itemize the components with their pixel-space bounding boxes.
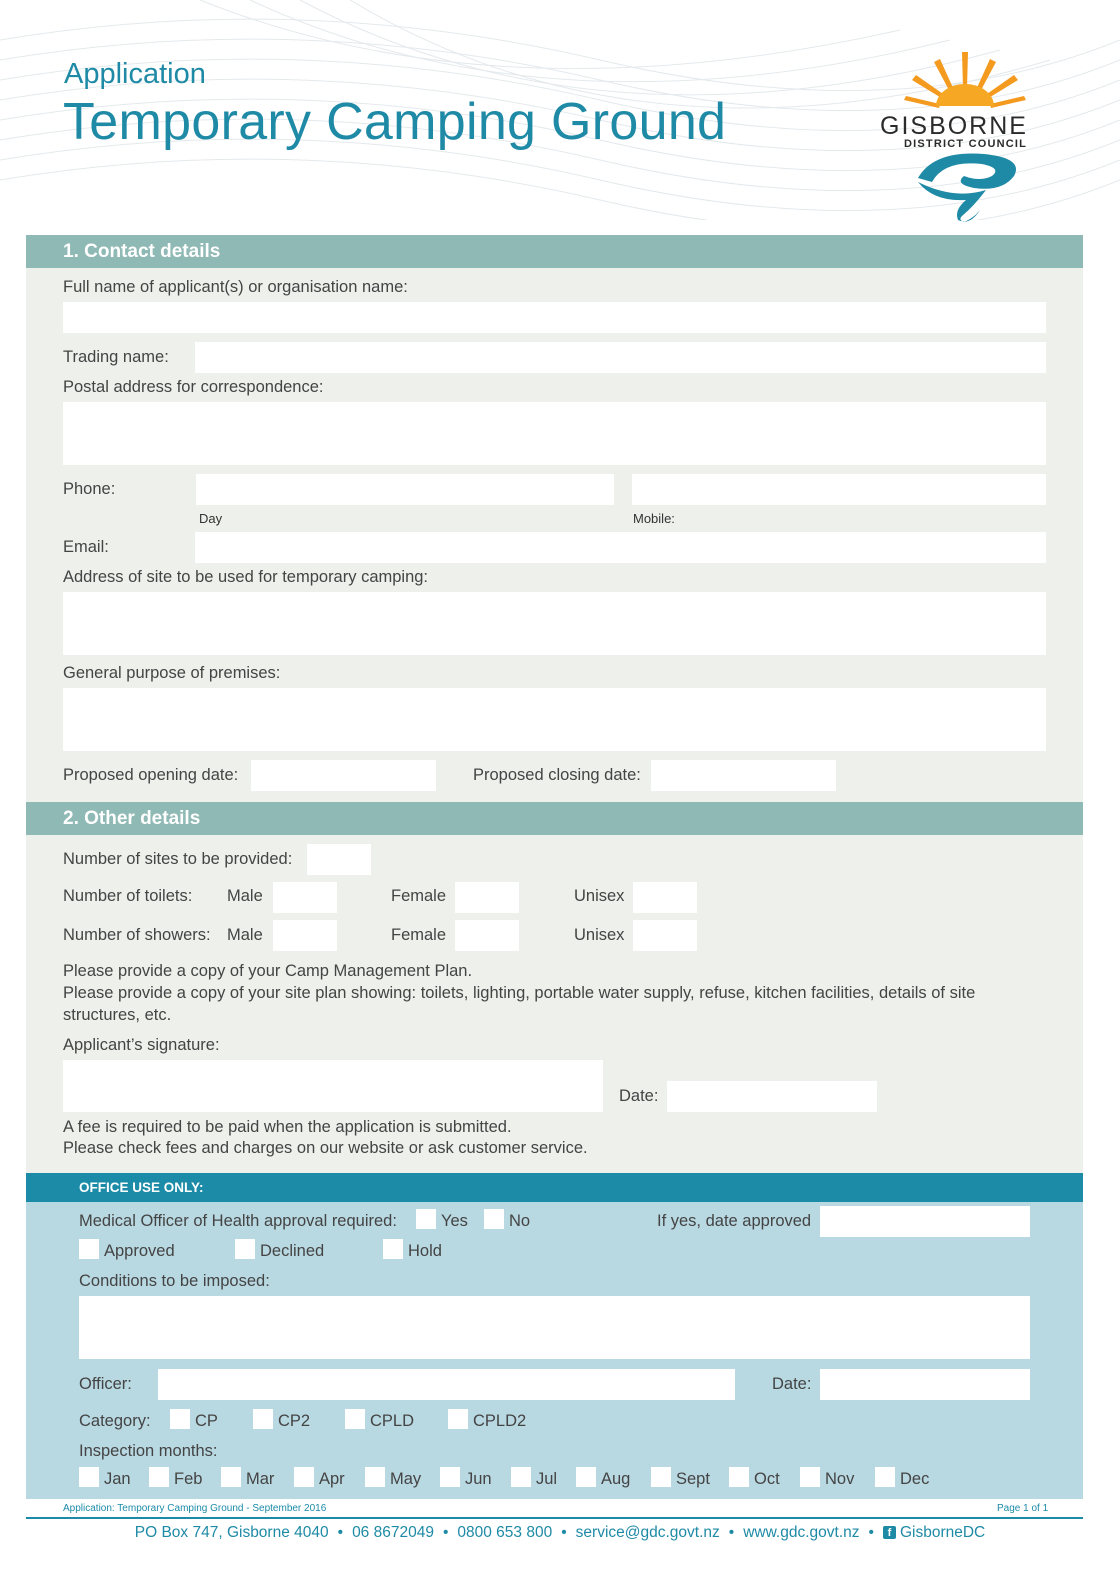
document-title: Temporary Camping Ground (63, 93, 727, 151)
month-jun-checkbox[interactable] (440, 1467, 460, 1487)
postal-address-field[interactable] (63, 402, 1046, 465)
footer-phone[interactable]: 06 8672049 (352, 1524, 434, 1541)
category-cpld2-checkbox[interactable] (448, 1409, 468, 1429)
month-apr-checkbox[interactable] (294, 1467, 314, 1487)
conditions-label: Conditions to be imposed: (79, 1272, 270, 1290)
month-jan-checkbox[interactable] (79, 1467, 99, 1487)
fee-check-note: Please check fees and charges on our website or ask customer service. (63, 1139, 588, 1157)
footer-divider (26, 1517, 1083, 1519)
category-cpld2-label: CPLD2 (473, 1412, 527, 1430)
purpose-field[interactable] (63, 688, 1046, 751)
month-sept-label: Sept (676, 1470, 710, 1488)
moh-no-checkbox[interactable] (484, 1209, 504, 1229)
conditions-field[interactable] (79, 1296, 1030, 1359)
camp-plan-note: Please provide a copy of your Camp Management Plan. (63, 962, 473, 980)
showers-unisex-label: Unisex (574, 926, 625, 944)
toilets-male-field[interactable] (273, 882, 337, 913)
document-subtitle: Application (64, 58, 206, 90)
month-may-label: May (390, 1470, 422, 1488)
facebook-icon: f (883, 1526, 896, 1539)
month-nov-checkbox[interactable] (800, 1467, 820, 1487)
opening-date-label: Proposed opening date: (63, 766, 239, 784)
purpose-label: General purpose of premises: (63, 664, 281, 682)
category-cpld-label: CPLD (370, 1412, 415, 1430)
date-approved-field[interactable] (820, 1206, 1030, 1237)
toilets-male-label: Male (227, 887, 263, 905)
toilets-female-label: Female (391, 887, 447, 905)
signature-label: Applicant’s signature: (63, 1036, 220, 1054)
month-apr-label: Apr (319, 1470, 345, 1488)
month-aug-label: Aug (601, 1470, 631, 1488)
category-cpld-checkbox[interactable] (345, 1409, 365, 1429)
month-jul-label: Jul (536, 1470, 558, 1488)
moh-approval-label: Medical Officer of Health approval required: (79, 1212, 397, 1230)
showers-male-field[interactable] (273, 920, 337, 951)
footer-facebook-link[interactable]: GisborneDC (899, 1524, 986, 1541)
phone-mobile-field[interactable] (632, 474, 1046, 505)
logo-wordmark: GISBORNE (880, 112, 1028, 140)
moh-yes-label: Yes (441, 1212, 468, 1230)
date-approved-label: If yes, date approved (657, 1212, 812, 1230)
month-aug-checkbox[interactable] (576, 1467, 596, 1487)
month-jun-label: Jun (465, 1470, 492, 1488)
category-cp-checkbox[interactable] (170, 1409, 190, 1429)
signature-date-field[interactable] (667, 1081, 877, 1112)
month-jan-label: Jan (104, 1470, 131, 1488)
logo-subtitle: DISTRICT COUNCIL (904, 138, 1028, 150)
trading-name-field[interactable] (195, 342, 1046, 373)
showers-female-field[interactable] (455, 920, 519, 951)
month-jul-checkbox[interactable] (511, 1467, 531, 1487)
footer-address: PO Box 747, Gisborne 4040 (134, 1524, 329, 1541)
toilets-label: Number of toilets: (63, 887, 193, 905)
showers-label: Number of showers: (63, 926, 211, 944)
sites-label: Number of sites to be provided: (63, 850, 293, 868)
category-cp2-label: CP2 (278, 1412, 311, 1430)
separator-dot: • (561, 1524, 567, 1541)
approved-label: Approved (104, 1242, 175, 1260)
office-date-label: Date: (772, 1375, 812, 1393)
phone-day-label: Day (199, 511, 223, 526)
phone-label: Phone: (63, 480, 116, 498)
site-address-label: Address of site to be used for temporary camping: (63, 568, 429, 586)
showers-female-label: Female (391, 926, 447, 944)
separator-dot: • (442, 1524, 449, 1541)
phone-mobile-label: Mobile: (633, 511, 675, 526)
toilets-female-field[interactable] (455, 882, 519, 913)
site-plan-note-cont: structures, etc. (63, 1006, 172, 1024)
full-name-label: Full name of applicant(s) or organisation name: (63, 278, 408, 296)
full-name-field[interactable] (63, 302, 1046, 333)
separator-dot: • (337, 1524, 344, 1541)
month-mar-label: Mar (246, 1470, 275, 1488)
office-date-field[interactable] (820, 1369, 1030, 1400)
inspection-months-label: Inspection months: (79, 1442, 218, 1460)
declined-checkbox[interactable] (235, 1239, 255, 1259)
contact-footer (0, 1524, 1120, 1542)
signature-date-label: Date: (619, 1087, 659, 1105)
showers-unisex-field[interactable] (633, 920, 697, 951)
footer-email-link[interactable]: service@gdc.govt.nz (575, 1524, 720, 1541)
hold-checkbox[interactable] (383, 1239, 403, 1259)
footer-freephone[interactable]: 0800 653 800 (457, 1524, 553, 1541)
fee-note: A fee is required to be paid when the application is submitted. (63, 1118, 512, 1136)
showers-male-label: Male (227, 926, 263, 944)
footer-website-link[interactable]: www.gdc.govt.nz (743, 1524, 860, 1541)
section-heading-contact: 1. Contact details (26, 235, 1083, 268)
moh-no-label: No (509, 1212, 531, 1230)
toilets-unisex-field[interactable] (633, 882, 697, 913)
page-number: Page 1 of 1 (997, 1503, 1049, 1514)
office-use-heading: OFFICE USE ONLY: (26, 1173, 1083, 1202)
closing-date-label: Proposed closing date: (473, 766, 641, 784)
hold-label: Hold (408, 1242, 442, 1260)
month-dec-checkbox[interactable] (875, 1467, 895, 1487)
month-sept-checkbox[interactable] (651, 1467, 671, 1487)
officer-field[interactable] (158, 1369, 735, 1400)
category-cp-label: CP (195, 1412, 218, 1430)
sites-field[interactable] (307, 844, 371, 875)
officer-label: Officer: (79, 1375, 132, 1393)
section-heading-other: 2. Other details (26, 802, 1083, 835)
email-label: Email: (63, 538, 109, 556)
month-dec-label: Dec (900, 1470, 930, 1488)
month-feb-label: Feb (174, 1470, 203, 1488)
declined-label: Declined (260, 1242, 325, 1260)
month-oct-label: Oct (754, 1470, 780, 1488)
month-nov-label: Nov (825, 1470, 855, 1488)
document-reference: Application: Temporary Camping Ground - September 2016 (63, 1503, 327, 1514)
signature-field[interactable] (63, 1060, 603, 1112)
phone-day-field[interactable] (196, 474, 614, 505)
separator-dot: • (868, 1524, 874, 1541)
closing-date-field[interactable] (651, 760, 836, 791)
moh-yes-checkbox[interactable] (416, 1209, 436, 1229)
month-feb-checkbox[interactable] (149, 1467, 169, 1487)
category-label: Category: (79, 1412, 151, 1430)
site-plan-note: Please provide a copy of your site plan showing: toilets, lighting, portable water supply, refuse, kitchen facilities, details of site (63, 984, 976, 1002)
month-oct-checkbox[interactable] (729, 1467, 749, 1487)
approved-checkbox[interactable] (79, 1239, 99, 1259)
email-field[interactable] (195, 532, 1046, 563)
category-cp2-checkbox[interactable] (253, 1409, 273, 1429)
separator-dot: • (728, 1524, 735, 1541)
site-address-field[interactable] (63, 592, 1046, 655)
trading-name-label: Trading name: (63, 348, 169, 366)
opening-date-field[interactable] (251, 760, 436, 791)
toilets-unisex-label: Unisex (574, 887, 625, 905)
postal-address-label: Postal address for correspondence: (63, 378, 324, 396)
month-mar-checkbox[interactable] (221, 1467, 241, 1487)
month-may-checkbox[interactable] (365, 1467, 385, 1487)
